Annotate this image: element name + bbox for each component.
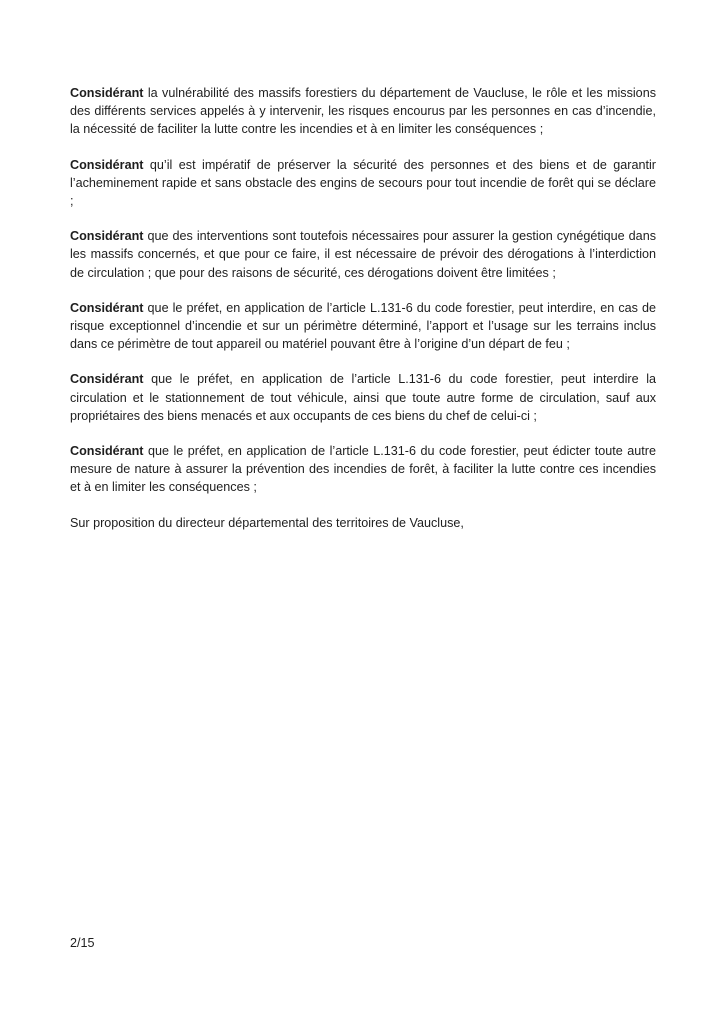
paragraph-text: que des interventions sont toutefois nécessaires pour assurer la gestion cynégétique dans les massifs concernés, et que pour ce faire, il est nécessaire de prévoir des dérogations à l’interdiction de circulation ; que pour des raisons de sécurité, ces dérogations doivent être limitées ;	[70, 229, 656, 280]
considerant-paragraph-2	[70, 156, 656, 211]
considerant-paragraph-6	[70, 442, 656, 497]
page-number: 2/15	[70, 936, 95, 950]
paragraph-text: que le préfet, en application de l’article L.131-6 du code forestier, peut édicter toute autre mesure de nature à assurer la prévention des incendies de forêt, à faciliter la lutte contre ces incendies et à en limiter les conséquences ;	[70, 444, 656, 495]
considerant-paragraph-4	[70, 299, 656, 354]
paragraph-keyword: Considérant	[70, 300, 144, 315]
paragraph-keyword: Considérant	[70, 229, 144, 244]
document-body	[70, 84, 656, 549]
paragraph-keyword: Considérant	[70, 372, 144, 387]
considerant-paragraph-1	[70, 84, 656, 139]
paragraph-text: que le préfet, en application de l’article L.131-6 du code forestier, peut interdire, en cas de risque exceptionnel d’incendie et sur un périmètre déterminé, l’apport et l’usage sur les terrains inclus dans ce périmètre de tout appareil ou matériel pouvant être à l’origine d’un départ de feu ;	[70, 300, 656, 352]
paragraph-keyword: Considérant	[70, 86, 144, 100]
closing-paragraph: Sur proposition du directeur départemental des territoires de Vaucluse,	[70, 515, 464, 530]
paragraph-text: qu’il est impératif de préserver la sécurité des personnes et des biens et de garantir l’acheminement rapide et sans obstacle des engins de secours pour tout incendie de forêt qui se déclare ;	[70, 157, 656, 209]
paragraph-keyword: Considérant	[70, 157, 144, 172]
considerant-paragraph-5	[70, 370, 656, 425]
paragraph-keyword: Considérant	[70, 444, 144, 459]
paragraph-text: que le préfet, en application de l’article L.131-6 du code forestier, peut interdire la circulation et le stationnement de tout véhicule, ainsi que toute autre forme de circulation, sauf aux propriétaires des biens menacés et aux occupants de ces biens du chef de celui-ci ;	[70, 372, 656, 423]
considerant-paragraph-3	[70, 227, 656, 282]
paragraph-text: la vulnérabilité des massifs forestiers du département de Vaucluse, le rôle et les missions des différents services appelés à y intervenir, les risques encourus par les personnes en cas d’incendie, la nécessité de faciliter la lutte contre les incendies et à en limiter les conséquences ;	[70, 86, 656, 137]
